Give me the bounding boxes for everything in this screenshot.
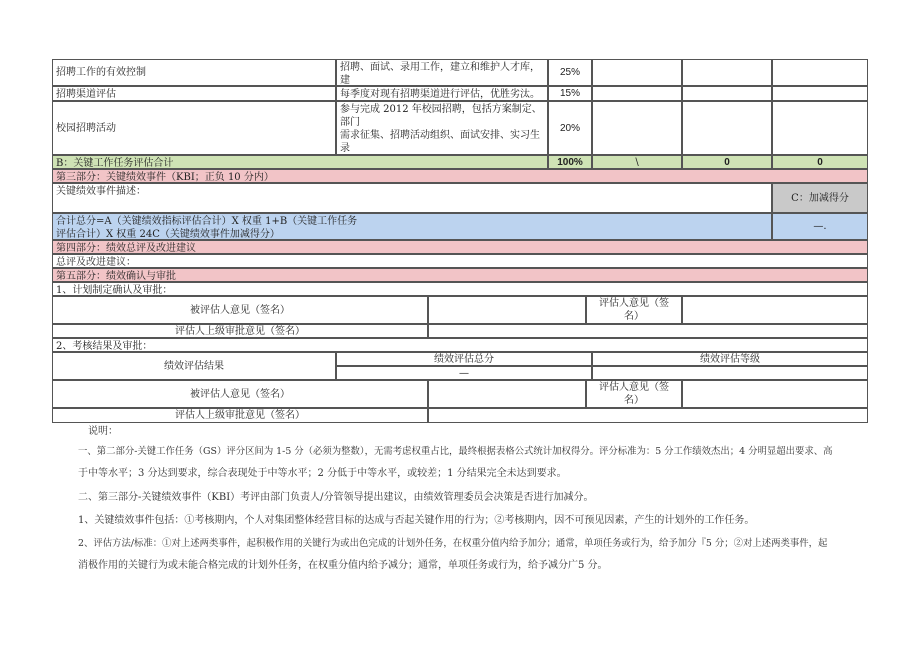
superior-signature-1[interactable] <box>428 324 868 338</box>
evaluatee-signature-2[interactable] <box>428 380 586 408</box>
kpi-score-3c <box>772 101 868 155</box>
total-formula-line2: 评估合计）X 权重 24C（关键绩效事件加减得分） <box>56 229 280 240</box>
b-total-label: B：关键工作任务评估合计 <box>52 155 548 169</box>
kpi-desc-3 <box>336 101 548 155</box>
note-p4-line2: 消极作用的关键行为或未能合格完成的计划外任务，在权重分值内给予减分；通常，单项任务或行为，给予减分广5 分。 <box>78 560 608 571</box>
kpi-score-2a <box>592 86 682 101</box>
kpi-item-3: 校园招聘活动 <box>52 101 336 155</box>
kpi-weight-3: 20% <box>548 101 592 155</box>
evaluator-opinion-label-1 <box>586 296 682 324</box>
kpi-desc-2: 每季度对现有招聘渠道进行评估，优胜劣汰。 <box>336 86 548 101</box>
grade-value[interactable] <box>592 366 868 380</box>
kpi-desc-3-line1: 参与完成 2012 年校园招聘，包括方案制定、部门 <box>340 104 542 128</box>
note-p3: 1、关键绩效事件包括：①考核期内，个人对集团整体经营目标的达成与否起关键作用的行为；②考核期内，因不可预见因素，产生的计划外的工作任务。 <box>78 515 755 526</box>
improvement-suggestions: 总评及改进建议： <box>52 254 868 268</box>
kbi-description: 关键绩效事件描述： <box>52 183 772 213</box>
section2-title: 2、考核结果及审批： <box>52 338 868 352</box>
evaluatee-opinion-label-1: 被评估人意见（签名） <box>52 296 428 324</box>
total-formula-line1: 合计总分=A（关键绩效指标评估合计）X 权重 1+B（关键工作任务 <box>56 216 358 227</box>
note-p1-line2: 于中等水平；3 分达到要求，综合表现处于中等水平；2 分低于中等水平，或较差；1 分结果完全未达到要求。 <box>78 468 567 479</box>
grade-label: 绩效评估等级 <box>592 352 868 366</box>
kpi-item-2: 招聘渠道评估 <box>52 86 336 101</box>
note-p1-line1: 一、第二部分-关键工作任务（GS）评分区间为 1-5 分（必须为整数），无需考虑权重占比，最终根据表格公式统计加权得分。评分标准为：5 分工作绩效杰出；4 分明显超出要求、高 <box>78 446 833 457</box>
evaluatee-signature-1[interactable] <box>428 296 586 324</box>
kpi-weight-2: 15% <box>548 86 592 101</box>
part3-title: 第三部分：关键绩效事件（KBI；正负 10 分内） <box>52 169 868 183</box>
result-label: 绩效评估结果 <box>52 352 336 380</box>
kpi-score-3b <box>682 101 772 155</box>
notes-heading: 说明： <box>88 426 118 437</box>
evaluator-signature-2[interactable] <box>682 380 868 408</box>
b-total-weight: 100% <box>548 155 592 169</box>
superior-signature-2[interactable] <box>428 408 868 423</box>
kpi-score-2c <box>772 86 868 101</box>
kpi-weight-1: 25% <box>548 59 592 86</box>
c-score-label: C：加减得分 <box>772 183 868 213</box>
evaluator-opinion-label-2 <box>586 380 682 408</box>
kpi-score-2b <box>682 86 772 101</box>
score-value[interactable]: — <box>336 366 592 380</box>
kpi-desc-1 <box>336 59 548 86</box>
part5-title: 第五部分：绩效确认与审批 <box>52 268 868 282</box>
b-total-col-c: 0 <box>772 155 868 169</box>
evaluator-opinion-2-line1: 评估人意见（签 <box>599 382 669 393</box>
b-total-col-a: \ <box>592 155 682 169</box>
evaluator-opinion-2-line2: 名） <box>624 395 644 406</box>
kpi-desc-1-line1: 招聘、面试、录用工作，建立和维护人才库，建 <box>340 62 540 86</box>
kpi-score-1c <box>772 59 868 86</box>
kpi-score-3a <box>592 101 682 155</box>
note-p2: 二、第三部分-关键绩效事件（KBI）考评由部门负责人/分管领导提出建议，由绩效管理委员会决策是否进行加减分。 <box>78 492 594 503</box>
superior-opinion-label-2: 评估人上级审批意见（签名） <box>52 408 428 423</box>
evaluator-signature-1[interactable] <box>682 296 868 324</box>
evaluator-opinion-1-line1: 评估人意见（签 <box>599 298 669 309</box>
part4-title: 第四部分：绩效总评及改进建议 <box>52 240 868 254</box>
evaluatee-opinion-label-2: 被评估人意见（签名） <box>52 380 428 408</box>
kpi-score-1b <box>682 59 772 86</box>
section1-title: 1、计划制定确认及审批： <box>52 282 868 296</box>
b-total-col-b: 0 <box>682 155 772 169</box>
superior-opinion-label-1: 评估人上级审批意见（签名） <box>52 324 428 338</box>
score-label: 绩效评估总分 <box>336 352 592 366</box>
evaluator-opinion-1-line2: 名） <box>624 311 644 322</box>
total-formula <box>52 213 772 240</box>
total-value: —. <box>772 213 868 240</box>
note-p4-line1: 2、评估方法/标准：①对上述两类事件，起积极作用的关键行为或出色完成的计划外任务，在权重分值内给予加分；通常，单项任务或行为，给予加分『5 分；②对上述两类事件，起 <box>78 538 828 549</box>
kpi-score-1a <box>592 59 682 86</box>
kpi-desc-3-line2: 需求征集、招聘活动组织、面试安排、实习生录 <box>340 130 540 154</box>
kpi-item-1: 招聘工作的有效控制 <box>52 59 336 86</box>
